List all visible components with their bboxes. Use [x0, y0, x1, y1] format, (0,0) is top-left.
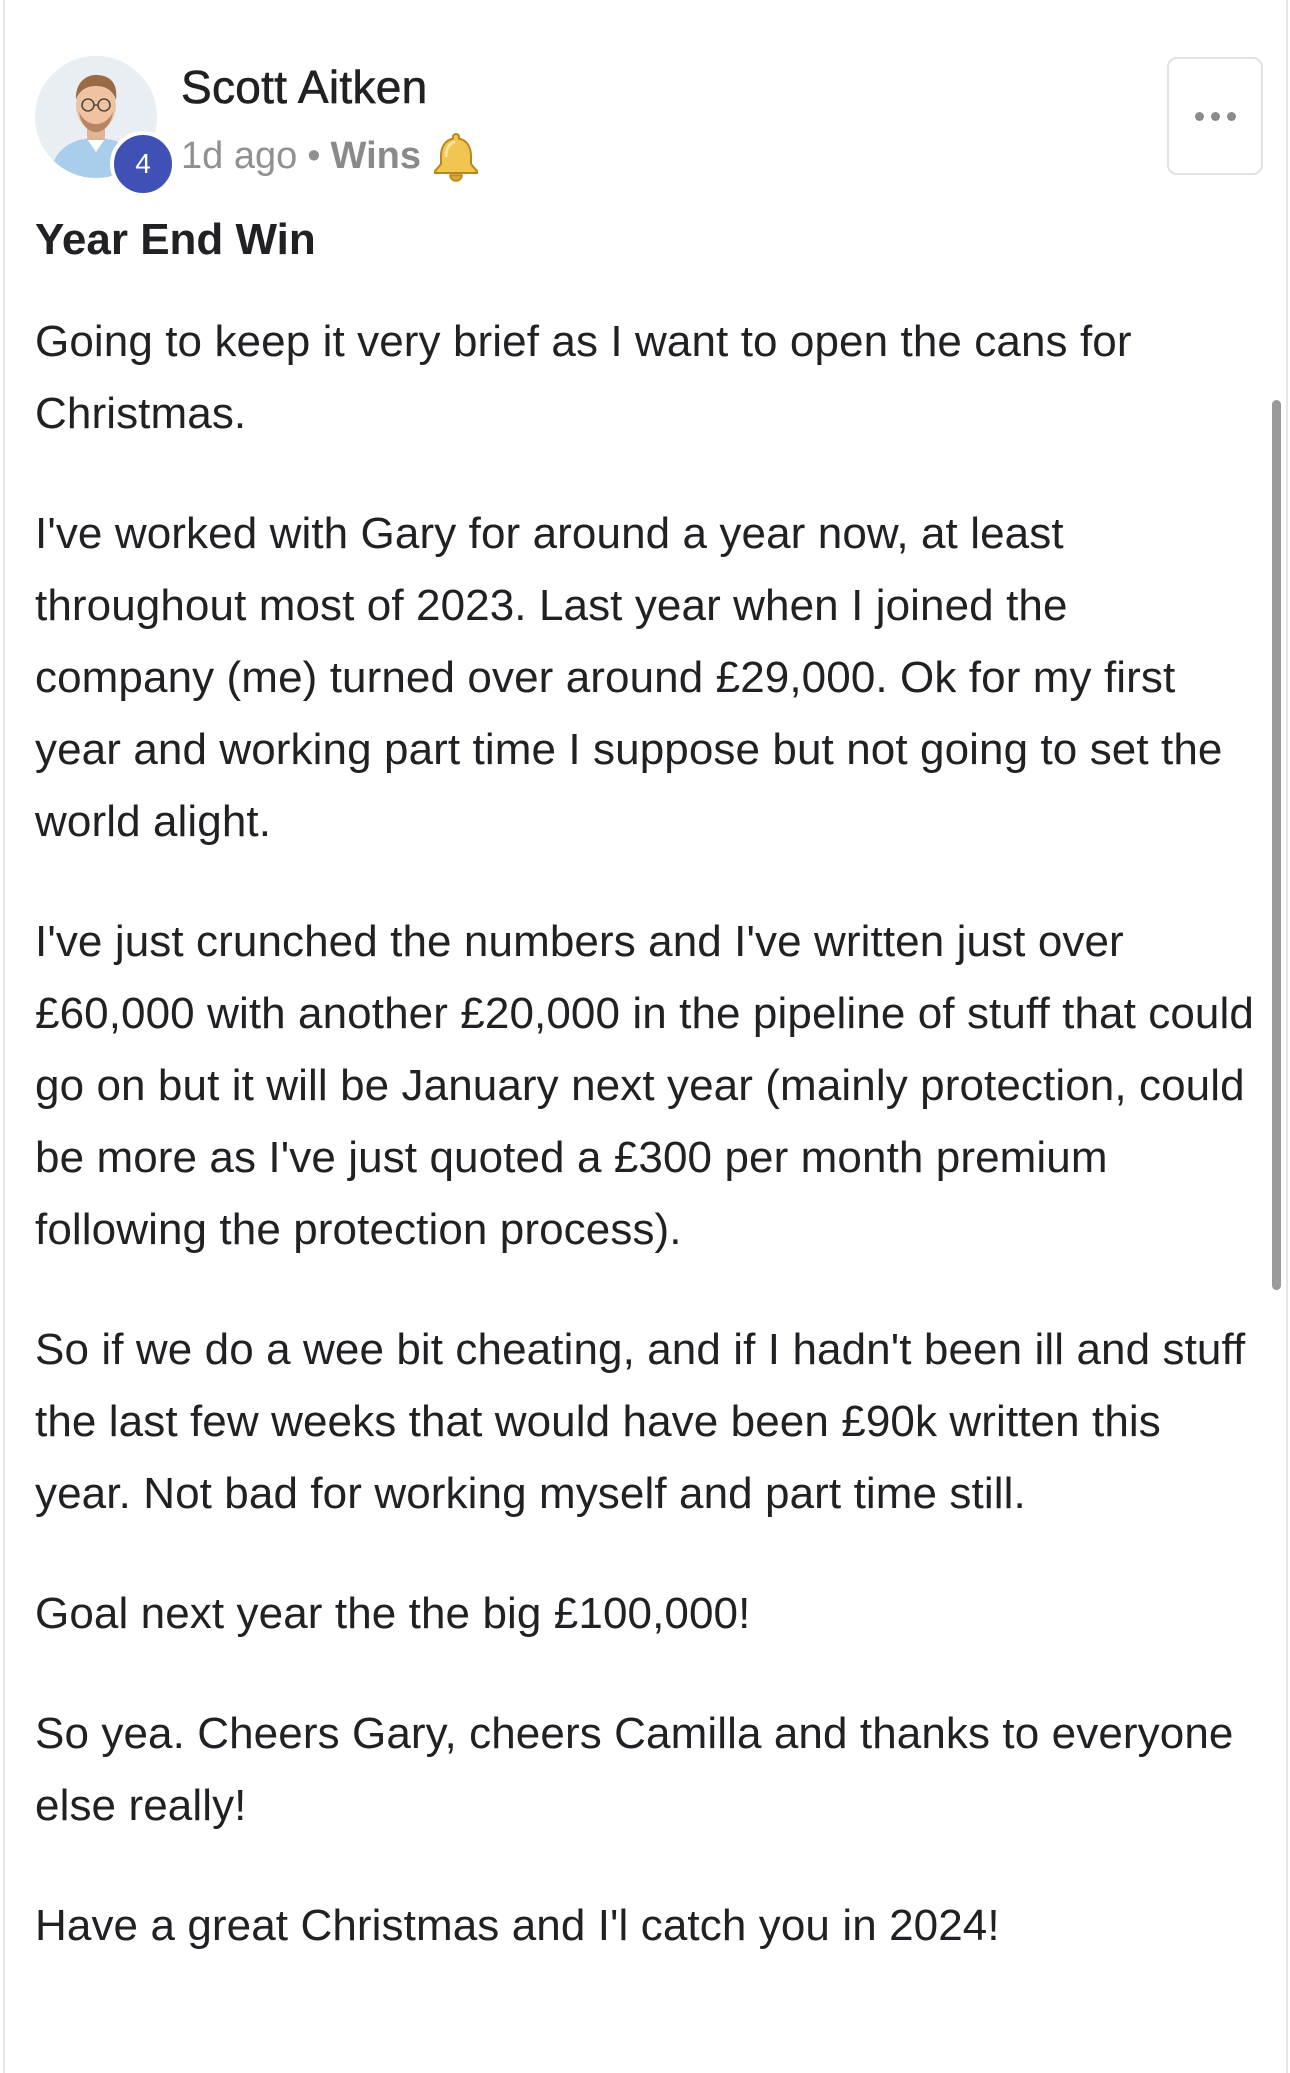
- post-paragraph: Have a great Christmas and I'l catch you in 2024!: [35, 1901, 1000, 1950]
- level-badge: 4: [110, 131, 176, 197]
- author-name[interactable]: Scott Aitken: [181, 61, 428, 113]
- scrollbar[interactable]: [1272, 400, 1281, 1290]
- post-card: [3, 0, 1288, 2073]
- bell-icon: [431, 130, 481, 182]
- post-title: Year End Win: [35, 215, 316, 264]
- post-paragraph: I've worked with Gary for around a year now, at least throughout most of 2023. Last year when I joined the company (me) turned over around £29,000. Ok for my first year and working part time I suppose but not going to set the world alight.: [35, 509, 1223, 846]
- post-time: 1d ago: [181, 134, 298, 177]
- more-options-button[interactable]: [1167, 57, 1263, 175]
- post-category[interactable]: Wins: [330, 134, 421, 177]
- post-paragraph: So yea. Cheers Gary, cheers Camilla and thanks to everyone else really!: [35, 1709, 1234, 1830]
- post-paragraph: Going to keep it very brief as I want to open the cans for Christmas.: [35, 317, 1132, 438]
- post-paragraph: I've just crunched the numbers and I've written just over £60,000 with another £20,000 in the pipeline of stuff that could go on but it will be January next year (mainly protection, could be more as I've just quoted a £300 per month premium following the protection process).: [35, 917, 1254, 1254]
- post-body: [35, 306, 1255, 2010]
- meta-separator: •: [307, 134, 321, 177]
- author-avatar-wrapper[interactable]: [35, 56, 157, 178]
- more-horizontal-icon: [1195, 112, 1236, 121]
- post-paragraph: So if we do a wee bit cheating, and if I hadn't been ill and stuff the last few weeks that would have been £90k written this year. Not bad for working myself and part time still.: [35, 1325, 1246, 1518]
- post-paragraph: Goal next year the the big £100,000!: [35, 1589, 751, 1638]
- post-meta: [181, 130, 481, 182]
